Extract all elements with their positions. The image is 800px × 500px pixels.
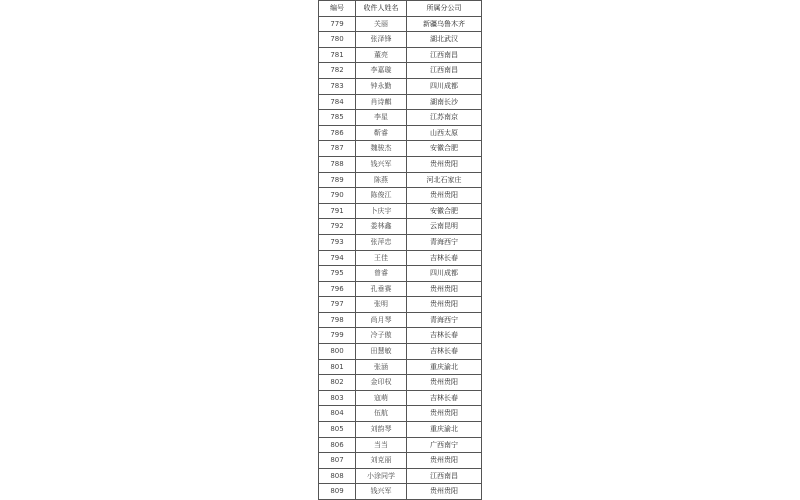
id-cell: 781 (319, 47, 356, 63)
id-cell: 791 (319, 203, 356, 219)
name-cell: 金印权 (356, 375, 407, 391)
id-cell: 808 (319, 468, 356, 484)
name-cell: 孔垂赛 (356, 281, 407, 297)
table-row (319, 141, 482, 157)
table-row (319, 453, 482, 469)
table-row (319, 156, 482, 172)
name-cell: 董亮 (356, 47, 407, 63)
branch-cell: 贵州贵阳 (407, 484, 482, 500)
branch-cell: 吉林长春 (407, 328, 482, 344)
branch-cell: 江西南昌 (407, 63, 482, 79)
branch-cell: 贵州贵阳 (407, 297, 482, 313)
name-cell: 张泽锋 (356, 32, 407, 48)
table-row (319, 297, 482, 313)
table-row (319, 266, 482, 282)
id-cell: 779 (319, 16, 356, 32)
id-cell: 788 (319, 156, 356, 172)
name-cell: 肖诗麒 (356, 94, 407, 110)
header-row (319, 1, 482, 17)
branch-cell: 贵州贵阳 (407, 453, 482, 469)
name-cell: 靳睿 (356, 125, 407, 141)
id-cell: 798 (319, 312, 356, 328)
header-id: 编号 (319, 1, 356, 17)
name-cell: 李嘉璇 (356, 63, 407, 79)
name-cell: 伍航 (356, 406, 407, 422)
id-cell: 797 (319, 297, 356, 313)
id-cell: 792 (319, 219, 356, 235)
name-cell: 陈燕 (356, 172, 407, 188)
id-cell: 793 (319, 234, 356, 250)
id-cell: 789 (319, 172, 356, 188)
id-cell: 783 (319, 78, 356, 94)
branch-cell: 四川成都 (407, 266, 482, 282)
name-cell: 钟永勤 (356, 78, 407, 94)
name-cell: 尚月琴 (356, 312, 407, 328)
table-row (319, 390, 482, 406)
id-cell: 809 (319, 484, 356, 500)
id-cell: 803 (319, 390, 356, 406)
name-cell: 小涂同学 (356, 468, 407, 484)
branch-cell: 青海西宁 (407, 234, 482, 250)
id-cell: 790 (319, 188, 356, 204)
branch-cell: 吉林长春 (407, 250, 482, 266)
branch-cell: 重庆渝北 (407, 422, 482, 438)
table-row (319, 78, 482, 94)
branch-cell: 广西南宁 (407, 437, 482, 453)
id-cell: 784 (319, 94, 356, 110)
name-cell: 冷子傲 (356, 328, 407, 344)
branch-cell: 四川成都 (407, 78, 482, 94)
table-body (319, 16, 482, 499)
table-row (319, 281, 482, 297)
table-row (319, 234, 482, 250)
table-row (319, 437, 482, 453)
branch-cell: 吉林长春 (407, 344, 482, 360)
id-cell: 785 (319, 110, 356, 126)
id-cell: 804 (319, 406, 356, 422)
id-cell: 794 (319, 250, 356, 266)
branch-cell: 湖南长沙 (407, 94, 482, 110)
id-cell: 802 (319, 375, 356, 391)
table-row (319, 94, 482, 110)
id-cell: 799 (319, 328, 356, 344)
name-cell: 张萍忠 (356, 234, 407, 250)
branch-cell: 吉林长春 (407, 390, 482, 406)
id-cell: 796 (319, 281, 356, 297)
id-cell: 801 (319, 359, 356, 375)
table-row (319, 468, 482, 484)
branch-cell: 江西南昌 (407, 47, 482, 63)
table-row (319, 32, 482, 48)
table-row (319, 125, 482, 141)
name-cell: 关丽 (356, 16, 407, 32)
table-row (319, 312, 482, 328)
table-row (319, 47, 482, 63)
name-cell: 田慧敏 (356, 344, 407, 360)
id-cell: 786 (319, 125, 356, 141)
branch-cell: 贵州贵阳 (407, 188, 482, 204)
id-cell: 782 (319, 63, 356, 79)
branch-cell: 新疆乌鲁木齐 (407, 16, 482, 32)
branch-cell: 重庆渝北 (407, 359, 482, 375)
branch-cell: 河北石家庄 (407, 172, 482, 188)
id-cell: 795 (319, 266, 356, 282)
name-cell: 李星 (356, 110, 407, 126)
table-row (319, 250, 482, 266)
name-cell: 刘克丽 (356, 453, 407, 469)
recipient-table (318, 0, 482, 500)
id-cell: 805 (319, 422, 356, 438)
id-cell: 787 (319, 141, 356, 157)
id-cell: 807 (319, 453, 356, 469)
table-row (319, 203, 482, 219)
name-cell: 钱兴军 (356, 484, 407, 500)
table-row (319, 484, 482, 500)
branch-cell: 安徽合肥 (407, 203, 482, 219)
table-header (319, 1, 482, 17)
table-row (319, 172, 482, 188)
table-row (319, 406, 482, 422)
branch-cell: 贵州贵阳 (407, 281, 482, 297)
table-row (319, 63, 482, 79)
id-cell: 806 (319, 437, 356, 453)
name-cell: 寇萌 (356, 390, 407, 406)
name-cell: 张涵 (356, 359, 407, 375)
table-row (319, 344, 482, 360)
header-name: 收件人姓名 (356, 1, 407, 17)
name-cell: 卜庆宇 (356, 203, 407, 219)
name-cell: 张明 (356, 297, 407, 313)
branch-cell: 安徽合肥 (407, 141, 482, 157)
branch-cell: 贵州贵阳 (407, 406, 482, 422)
table-row (319, 328, 482, 344)
name-cell: 娄林鑫 (356, 219, 407, 235)
recipient-table-container (318, 0, 481, 500)
table-row (319, 375, 482, 391)
branch-cell: 江苏南京 (407, 110, 482, 126)
branch-cell: 贵州贵阳 (407, 156, 482, 172)
branch-cell: 山西太原 (407, 125, 482, 141)
header-branch: 所属分公司 (407, 1, 482, 17)
table-row (319, 359, 482, 375)
table-row (319, 422, 482, 438)
name-cell: 曾睿 (356, 266, 407, 282)
name-cell: 魏骏杰 (356, 141, 407, 157)
branch-cell: 贵州贵阳 (407, 375, 482, 391)
branch-cell: 云南昆明 (407, 219, 482, 235)
name-cell: 当当 (356, 437, 407, 453)
branch-cell: 湖北武汉 (407, 32, 482, 48)
id-cell: 800 (319, 344, 356, 360)
table-row (319, 188, 482, 204)
name-cell: 陈俊江 (356, 188, 407, 204)
branch-cell: 江西南昌 (407, 468, 482, 484)
name-cell: 钱兴军 (356, 156, 407, 172)
table-row (319, 110, 482, 126)
name-cell: 刘韵琴 (356, 422, 407, 438)
branch-cell: 青海西宁 (407, 312, 482, 328)
table-row (319, 16, 482, 32)
name-cell: 王佳 (356, 250, 407, 266)
id-cell: 780 (319, 32, 356, 48)
table-row (319, 219, 482, 235)
